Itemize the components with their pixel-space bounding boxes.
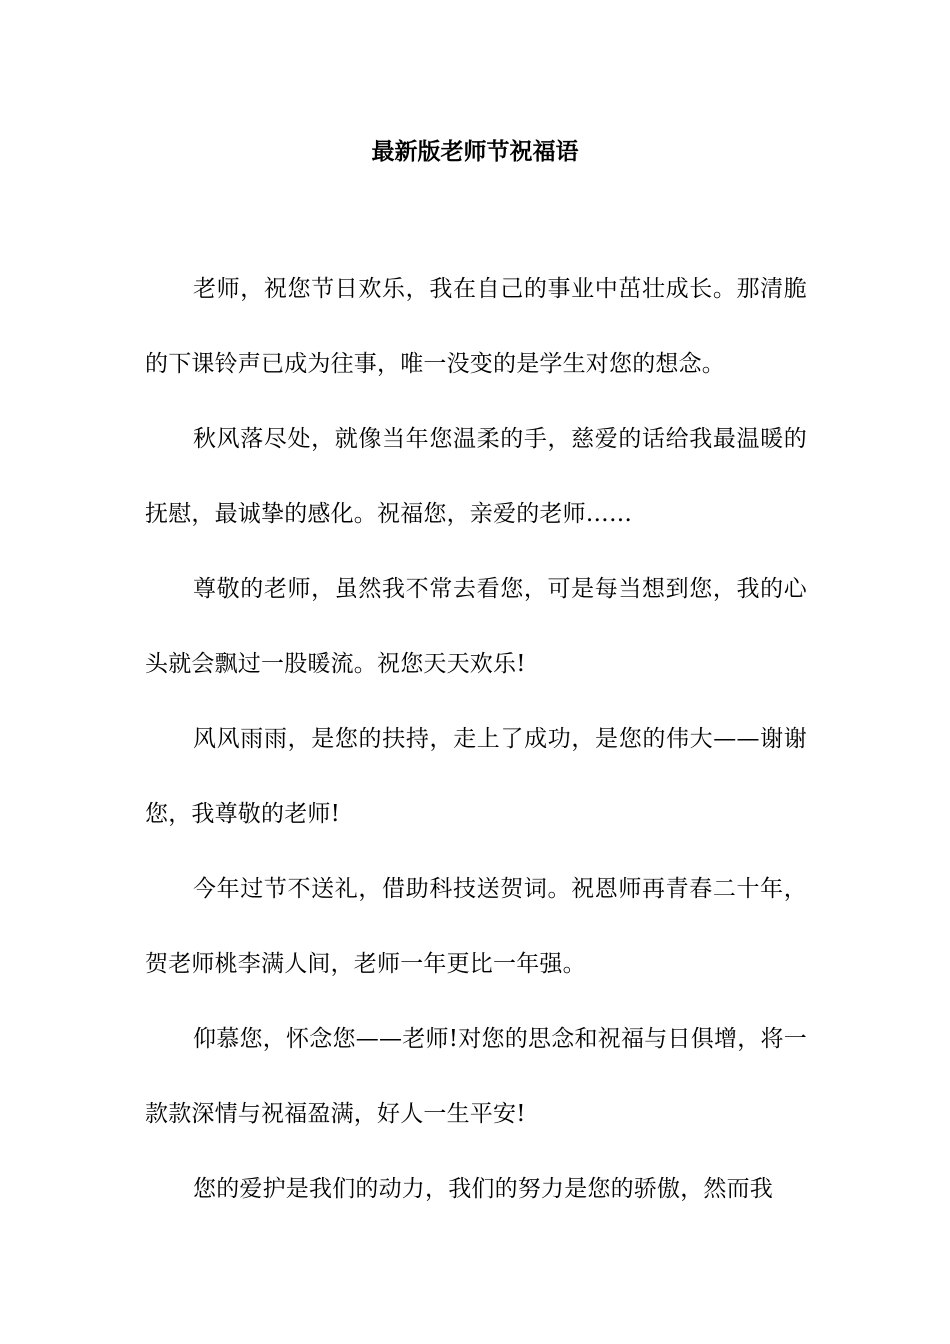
paragraph-5: 今年过节不送礼，借助科技送贺词。祝恩师再青春二十年，贺老师桃李满人间，老师一年更比一年强。: [145, 876, 807, 977]
document-body: [145, 252, 807, 1227]
paragraph-4: 风风雨雨，是您的扶持，走上了成功，是您的伟大——谢谢您，我尊敬的老师!: [145, 726, 807, 827]
paragraph-7: 您的爱护是我们的动力，我们的努力是您的骄傲，然而我: [193, 1176, 773, 1202]
paragraph-1: 老师，祝您节日欢乐，我在自己的事业中茁壮成长。那清脆的下课铃声已成为往事，唯一没变的是学生对您的想念。: [145, 276, 807, 377]
paragraph-2: 秋风落尽处，就像当年您温柔的手，慈爱的话给我最温暖的抚慰，最诚挚的感化。祝福您，亲爱的老师……: [145, 426, 807, 527]
paragraph-3: 尊敬的老师，虽然我不常去看您，可是每当想到您，我的心头就会飘过一股暖流。祝您天天欢乐!: [145, 576, 807, 677]
document-title: 最新版老师节祝福语: [371, 138, 579, 165]
paragraph-6: 仰慕您，怀念您——老师!对您的思念和祝福与日俱增，将一款款深情与祝福盈满，好人一生平安!: [145, 1026, 807, 1127]
